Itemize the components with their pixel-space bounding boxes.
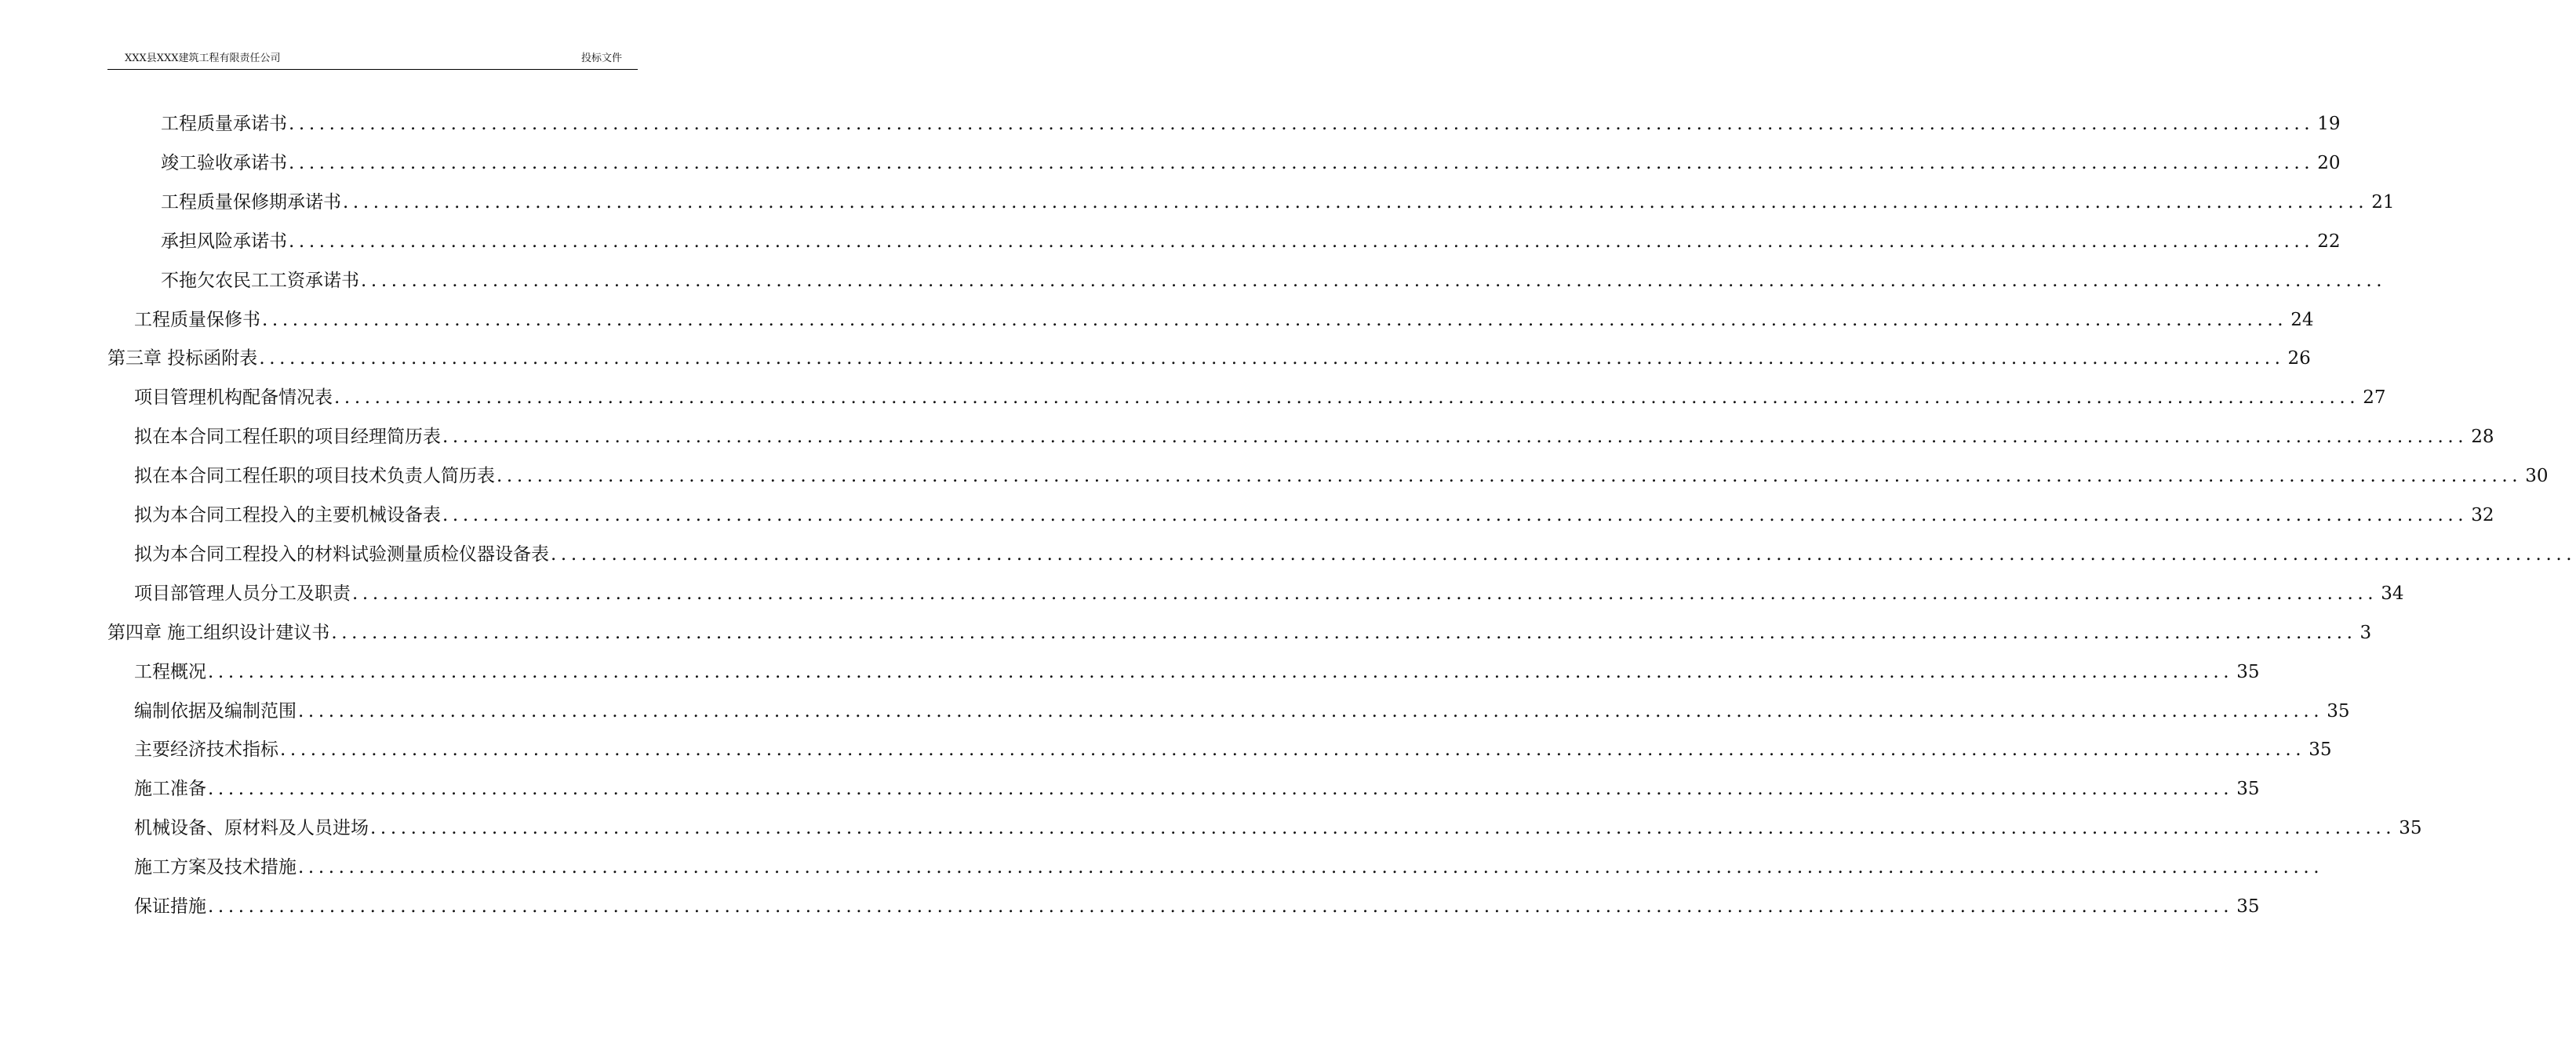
toc-entry-title: 项目部管理人员分工及职责 bbox=[134, 583, 351, 604]
toc-leader-dots: ........................................................................................................................................................................................................ bbox=[298, 857, 2324, 878]
toc-entry-title: 承担风险承诺书 bbox=[161, 231, 287, 252]
toc-entry[interactable] bbox=[134, 852, 2324, 883]
page-header bbox=[107, 49, 638, 70]
toc-entry-page: 35 bbox=[2327, 700, 2350, 721]
toc-entry[interactable] bbox=[134, 891, 2260, 922]
toc-entry[interactable] bbox=[134, 734, 2332, 765]
toc-entry-page: 3 bbox=[2360, 622, 2372, 643]
toc-leader-dots: ........................................................................................................................................................................................................ bbox=[259, 348, 2285, 369]
toc-leader-dots: ........................................................................................................................................................................................................ bbox=[361, 270, 2387, 291]
toc-leader-dots: ........................................................................................................................................................................................................ bbox=[208, 661, 2234, 682]
toc-entry-page: 35 bbox=[2399, 818, 2422, 839]
toc-entry[interactable] bbox=[134, 500, 2494, 531]
toc-entry[interactable] bbox=[134, 539, 2576, 570]
toc-leader-dots: ........................................................................................................................................................................................................ bbox=[343, 191, 2369, 213]
toc-entry[interactable] bbox=[161, 187, 2395, 218]
toc-leader-dots: ........................................................................................................................................................................................................ bbox=[289, 152, 2315, 173]
toc-entry[interactable] bbox=[134, 382, 2386, 413]
toc-entry-page: 30 bbox=[2525, 466, 2549, 487]
toc-entry-title: 项目管理机构配备情况表 bbox=[134, 387, 333, 409]
toc-entry-page: 35 bbox=[2309, 740, 2332, 761]
toc-leader-dots: ........................................................................................................................................................................................................ bbox=[334, 387, 2360, 409]
toc-entry-title: 拟为本合同工程投入的主要机械设备表 bbox=[134, 505, 441, 525]
toc-entry-page: 24 bbox=[2290, 309, 2314, 330]
toc-entry[interactable] bbox=[107, 617, 2372, 649]
toc-leader-dots: ........................................................................................................................................................................................................ bbox=[352, 583, 2378, 604]
toc-entry-page: 28 bbox=[2471, 427, 2494, 448]
toc-leader-dots: ........................................................................................................................................................................................................ bbox=[289, 114, 2315, 134]
toc-entry[interactable] bbox=[161, 108, 2341, 140]
toc-entry-page: 35 bbox=[2236, 896, 2260, 917]
toc-entry[interactable] bbox=[134, 812, 2422, 844]
toc-leader-dots: ........................................................................................................................................................................................................ bbox=[331, 622, 2357, 643]
toc-leader-dots: ........................................................................................................................................................................................................ bbox=[442, 427, 2469, 448]
toc-entry-title: 不拖欠农民工工资承诺书 bbox=[161, 270, 359, 291]
toc-entry-title: 施工方案及技术措施 bbox=[134, 857, 297, 878]
toc-entry-page: 34 bbox=[2381, 583, 2404, 604]
toc-entry-page: 27 bbox=[2363, 387, 2386, 409]
toc-entry[interactable] bbox=[134, 656, 2260, 688]
toc-entry-title: 工程质量保修期承诺书 bbox=[161, 191, 341, 213]
toc-entry-title: 机械设备、原材料及人员进场 bbox=[134, 818, 369, 839]
toc-entry-title: 编制依据及编制范围 bbox=[134, 700, 297, 721]
toc-entry-title: 第三章 投标函附表 bbox=[107, 348, 258, 369]
toc-leader-dots: ........................................................................................................................................................................................................ bbox=[289, 231, 2315, 252]
toc-entry[interactable] bbox=[134, 696, 2350, 727]
toc-entry-page: 22 bbox=[2317, 231, 2341, 252]
toc-leader-dots: ........................................................................................................................................................................................................ bbox=[370, 818, 2396, 839]
toc-entry-page: 32 bbox=[2471, 505, 2494, 525]
toc-leader-dots: ........................................................................................................................................................................................................ bbox=[497, 466, 2523, 487]
toc-entry[interactable] bbox=[107, 343, 2311, 374]
toc-entry-page: 19 bbox=[2317, 114, 2341, 134]
toc-entry-title: 竣工验收承诺书 bbox=[161, 152, 287, 173]
toc-entry-title: 工程质量承诺书 bbox=[161, 114, 287, 134]
toc-entry-page: 21 bbox=[2371, 191, 2395, 213]
toc-entry-title: 第四章 施工组织设计建议书 bbox=[107, 622, 330, 643]
toc-entry-title: 工程质量保修书 bbox=[134, 309, 260, 330]
toc-entry-title: 主要经济技术指标 bbox=[134, 740, 278, 761]
toc-leader-dots: ........................................................................................................................................................................................................ bbox=[298, 700, 2324, 721]
header-doc-type: 投标文件 bbox=[580, 53, 622, 64]
toc-entry-page: 35 bbox=[2236, 779, 2260, 800]
toc-entry[interactable] bbox=[161, 265, 2387, 296]
toc-entry-page: 20 bbox=[2317, 152, 2341, 173]
toc-entry[interactable] bbox=[161, 147, 2341, 179]
toc-entry-title: 施工准备 bbox=[134, 779, 206, 800]
toc-leader-dots: ........................................................................................................................................................................................................ bbox=[442, 505, 2469, 525]
toc-entry-title: 拟为本合同工程投入的材料试验测量质检仪器设备表 bbox=[134, 543, 549, 565]
toc-leader-dots: ........................................................................................................................................................................................................ bbox=[208, 896, 2234, 917]
toc-leader-dots: ........................................................................................................................................................................................................ bbox=[280, 740, 2306, 761]
toc-leader-dots: ........................................................................................................................................................................................................ bbox=[208, 779, 2234, 800]
header-company: XXX县XXX建筑工程有限责任公司 bbox=[125, 53, 281, 64]
toc-entry[interactable] bbox=[134, 773, 2260, 805]
toc-leader-dots: ........................................................................................................................................................................................................ bbox=[551, 543, 2576, 565]
toc-entry-title: 保证措施 bbox=[134, 896, 206, 917]
toc-entry-title: 工程概况 bbox=[134, 661, 206, 682]
toc-leader-dots: ........................................................................................................................................................................................................ bbox=[262, 309, 2288, 330]
toc-entry[interactable] bbox=[161, 226, 2341, 257]
toc-entry[interactable] bbox=[134, 578, 2404, 609]
toc-entry[interactable] bbox=[134, 304, 2314, 336]
toc-entry-title: 拟在本合同工程任职的项目经理简历表 bbox=[134, 427, 441, 448]
toc-entry[interactable] bbox=[134, 421, 2494, 452]
toc-entry[interactable] bbox=[134, 460, 2549, 492]
toc-entry-page: 26 bbox=[2287, 348, 2311, 369]
toc-entry-page: 35 bbox=[2236, 661, 2260, 682]
toc-entry-title: 拟在本合同工程任职的项目技术负责人简历表 bbox=[134, 466, 495, 487]
